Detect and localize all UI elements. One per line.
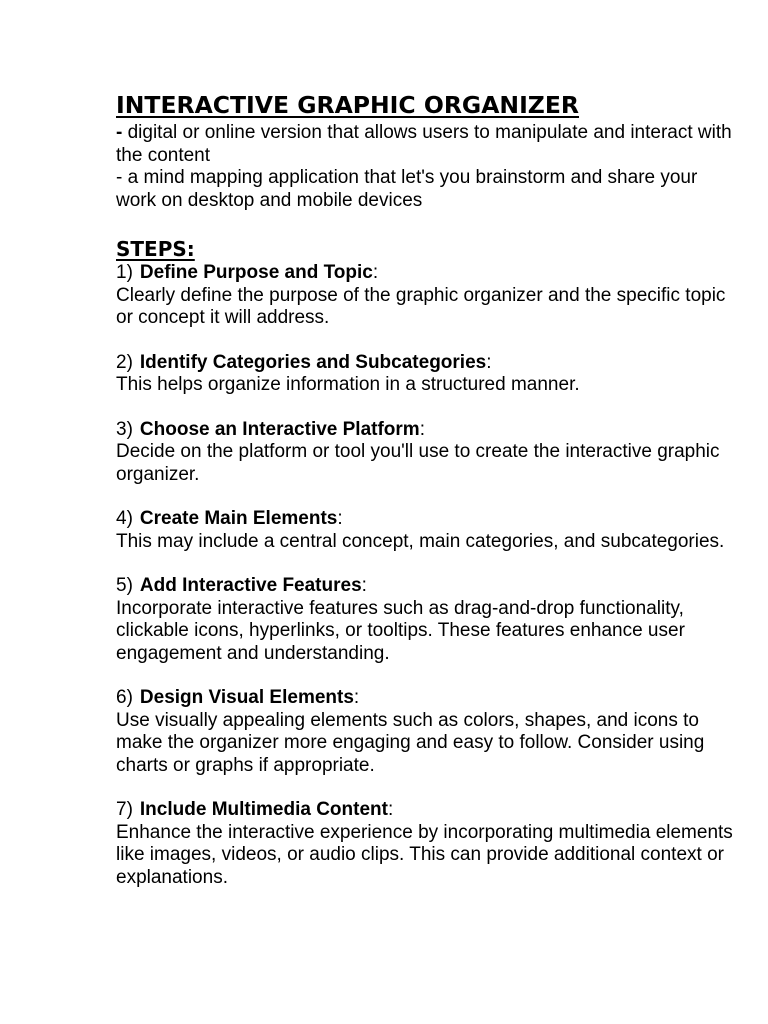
step-number: 2) bbox=[116, 351, 133, 373]
step-description: Decide on the platform or tool you'll use to create the interactive graphic organizer. bbox=[116, 441, 720, 485]
step-colon: : bbox=[387, 799, 394, 820]
steps-list bbox=[116, 262, 736, 889]
step-title: Add Interactive Features bbox=[139, 575, 362, 596]
step-title: Create Main Elements bbox=[139, 508, 338, 529]
step-number: 7) bbox=[116, 799, 133, 820]
step-number: 3) bbox=[116, 418, 133, 440]
step-description: This may include a central concept, main categories, and subcategories. bbox=[116, 530, 725, 552]
step-item bbox=[116, 262, 736, 330]
step-number: 1) bbox=[116, 262, 133, 283]
step-description: Enhance the interactive experience by incorporating multimedia elements like images, videos, or audio clips. This can provide additional context or explanations. bbox=[116, 821, 733, 888]
step-item bbox=[116, 687, 736, 777]
step-colon: : bbox=[419, 418, 425, 440]
step-number: 4) bbox=[116, 508, 133, 529]
intro-line bbox=[116, 122, 736, 167]
step-number: 5) bbox=[116, 575, 133, 596]
step-colon: : bbox=[361, 575, 367, 596]
step-title: Identify Categories and Subcategories bbox=[139, 351, 487, 373]
document-content bbox=[116, 89, 736, 889]
step-description: Incorporate interactive features such as drag-and-drop functionality, clickable icons, hyperlinks, or tooltips. These features enhance user engagement and understanding. bbox=[116, 597, 685, 664]
intro-line bbox=[116, 167, 736, 212]
step-colon: : bbox=[353, 687, 360, 708]
step-title: Define Purpose and Topic bbox=[139, 262, 373, 283]
step-title: Choose an Interactive Platform bbox=[139, 418, 420, 440]
step-number: 6) bbox=[116, 687, 133, 708]
step-title: Include Multimedia Content bbox=[139, 799, 388, 820]
step-title: Design Visual Elements bbox=[139, 687, 354, 708]
step-item bbox=[116, 419, 736, 487]
intro-dash: - bbox=[116, 122, 123, 143]
step-item bbox=[116, 508, 736, 553]
step-colon: : bbox=[372, 262, 379, 283]
step-description: This helps organize information in a structured manner. bbox=[116, 374, 580, 395]
document-title: INTERACTIVE GRAPHIC ORGANIZER bbox=[116, 91, 580, 119]
intro-dash: - bbox=[116, 167, 123, 188]
step-description: Use visually appealing elements such as colors, shapes, and icons to make the organizer more engaging and easy to follow. Consider using charts or graphs if appropriate. bbox=[116, 709, 705, 776]
step-colon: : bbox=[486, 351, 492, 373]
step-description: Clearly define the purpose of the graphic organizer and the specific topic or concept it will address. bbox=[116, 284, 726, 328]
step-colon: : bbox=[337, 508, 343, 529]
steps-heading: STEPS: bbox=[116, 237, 195, 261]
intro-text: a mind mapping application that let's you brainstorm and share your work on desktop and mobile devices bbox=[116, 167, 698, 211]
step-item bbox=[116, 799, 736, 889]
step-item bbox=[116, 575, 736, 665]
step-item bbox=[116, 352, 736, 397]
intro-section bbox=[116, 122, 736, 212]
intro-text: digital or online version that allows users to manipulate and interact with the content bbox=[116, 122, 732, 166]
